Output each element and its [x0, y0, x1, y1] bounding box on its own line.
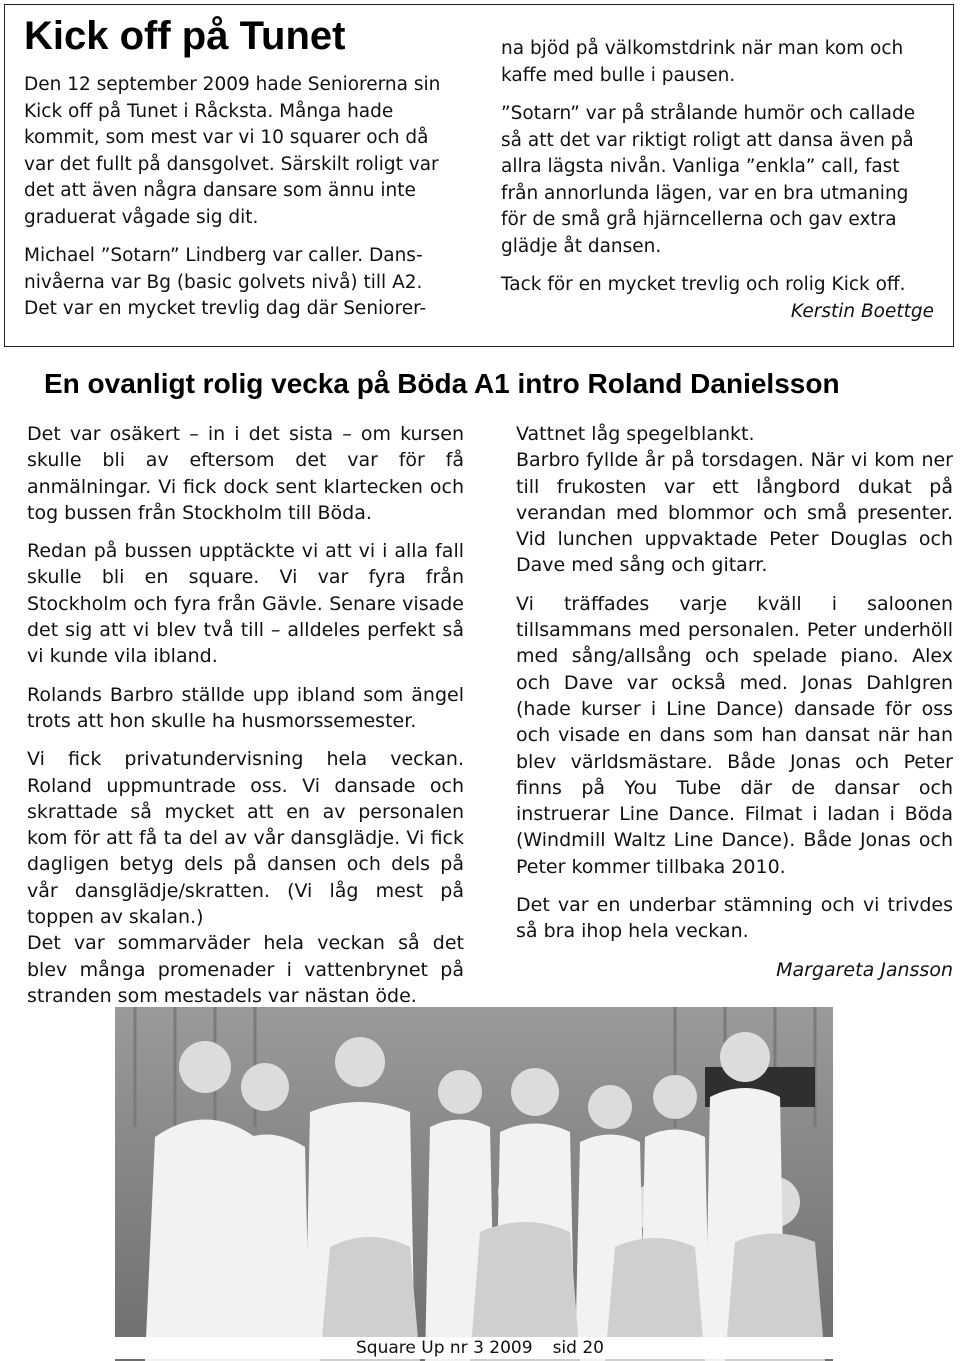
boda-paragraph-5-start: Det var sommarväder hela veckan så det blev många promenader i vattenbrynet på stranden som mestadels var nästan öde.	[27, 932, 464, 1007]
kickoff-title: Kick off på Tunet	[24, 14, 346, 58]
kickoff-column-right	[501, 36, 934, 337]
boda-paragraph-4: Vi fick privatundervisning hela veckan. Roland uppmuntrade oss. Vi dansade och skrattade så mycket att en av personalen kom för att få ta del av vår dansglädje. Vi fick dagligen betyg dels på dansen och dels på vår dansglädje/skratten. (Vi låg mest på toppen av skalan.)	[27, 748, 464, 929]
boda-author: Margareta Jansson	[776, 958, 953, 981]
kickoff-paragraph-4: Tack för en mycket trevlig och rolig Kick off.	[501, 274, 906, 295]
boda-paragraph-6: Barbro fyllde år på torsdagen. När vi kom ner till frukosten var ett långbord dukat på verandan med blommor och små presenter. Vid lunchen uppvaktade Peter Douglas och Dave med sång och gitarr.	[516, 449, 953, 577]
boda-headline: En ovanligt rolig vecka på Böda A1 intro Roland Danielsson	[44, 368, 840, 399]
page-footer	[0, 1337, 960, 1359]
kickoff-paragraph-2-start: Michael ”Sotarn” Lindberg var caller. Dansnivåerna var Bg (basic golvets nivå) till A2. Det var en mycket trevlig dag där Seniorer-	[24, 245, 427, 319]
boda-paragraph-3: Rolands Barbro ställde upp ibland som ängel trots att hon skulle ha husmorssemester.	[27, 683, 464, 732]
boda-column-right	[516, 421, 953, 995]
footer-publication: Square Up nr 3 2009	[356, 1338, 533, 1358]
kickoff-column-left	[24, 72, 454, 323]
group-photo	[115, 1007, 833, 1361]
boda-paragraph-5-end: Vattnet låg spegelblankt.	[516, 423, 755, 445]
boda-paragraph-1: Det var osäkert – in i det sista – om kursen skulle bli av eftersom det var för få anmälningar. Vi fick dock sent klartecken och tog bussen från Stockholm till Böda.	[27, 423, 464, 524]
boda-column-left	[27, 421, 464, 1009]
footer-page-number: sid 20	[552, 1338, 604, 1358]
kickoff-paragraph-3: ”Sotarn” var på strålande humör och callade så att det var riktigt roligt att dansa även på allra lägsta nivån. Vanliga ”enkla” call, fast från annorlunda lägen, var en bra utmaning för de små grå hjärncellerna och gav extra glädje åt dansen.	[501, 103, 916, 257]
kickoff-paragraph-2-end: na bjöd på välkomstdrink när man kom och kaffe med bulle i pausen.	[501, 38, 904, 86]
kickoff-author: Kerstin Boettge	[790, 300, 934, 322]
boda-paragraph-8: Det var en underbar stämning och vi trivdes så bra ihop hela veckan.	[516, 894, 953, 943]
kickoff-paragraph-1: Den 12 september 2009 hade Seniorerna sin Kick off på Tunet i Råcksta. Många hade kommit, som mest var vi 10 squarer och då var det fullt på dansgolvet. Särskilt roligt var det att även några dansare som ännu inte graduerat vågade sig dit.	[24, 74, 441, 228]
boda-paragraph-2: Redan på bussen upptäckte vi att vi i alla fall skulle bli en square. Vi var fyra från Stockholm och fyra från Gävle. Senare visade det sig att vi blev två till – alldeles perfekt så vi kunde vila ibland.	[27, 540, 464, 668]
boda-paragraph-7: Vi träffades varje kväll i saloonen tillsammans med personalen. Peter underhöll med sång/allsång och spelade piano. Alex och Dave var också med. Jonas Dahlgren (hade kurser i Line Dance) dansade för oss och visade en dans som han dansat när han blev världsmästare. Både Jonas och Peter finns på You Tube där de dansar och instruerar Line Dance. Filmat i ladan i Böda (Windmill Waltz Line Dance). Både Jonas och Peter kommer tillbaka 2010.	[516, 592, 953, 878]
